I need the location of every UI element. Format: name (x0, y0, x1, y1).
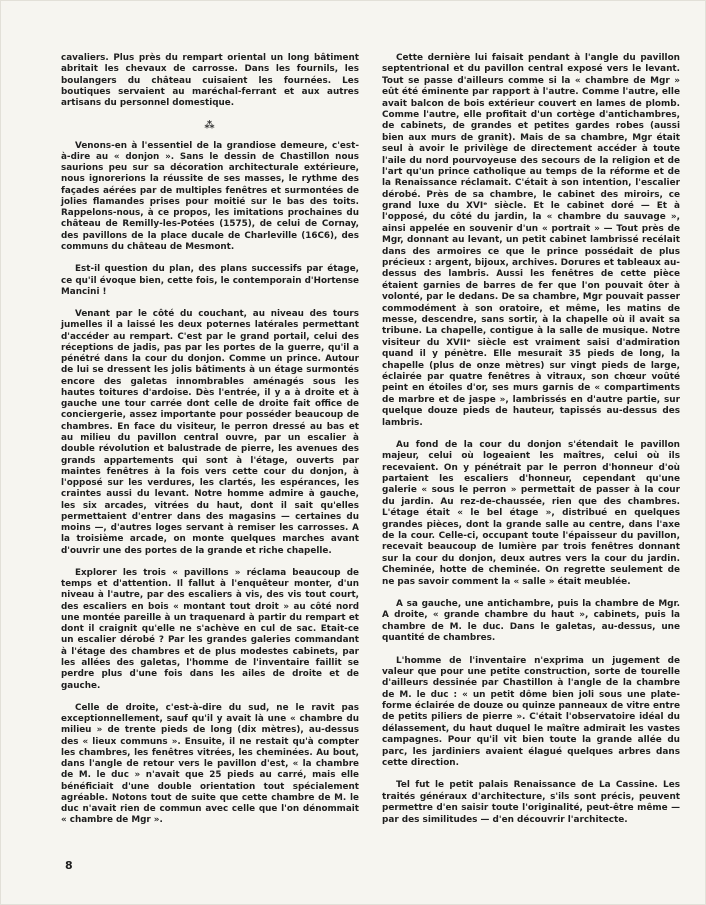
paragraph: Venons-en à l'essentiel de la grandiose demeure, c'est-à-dire au « donjon ». Sans le dessin de Chastillon nous saurions peu sur sa décoration architecturale extérieure, nous ignorerions la réussite de ses masses, le rythme des façades aérées par de multiples fenêtres et surmontées de jolies flamandes prises pour moitié sur le bas des toits. Rappelons-nous, à ce propos, les imitations prochaines du château de Remilly-les-Potées (1575), de celui de Cornay, des pavillons de la place ducale de Charleville (16C6), des communs du château de Mesmont. (61, 140, 359, 252)
paragraph: Venant par le côté du couchant, au niveau des tours jumelles il a laissé les deux poternes latérales permettant d'accéder au rempart. C'est par le grand portail, celui des réceptions de jadis, pas par les portes de la guerre, qu'il a pénétré dans la cour du donjon. Comme un prince. Autour de lui se dressent les jolis bâtiments à un étage surmontés encore des galetas innombrables aménagés sous les hautes toitures d'ardoise. Dès l'entrée, il y a à droite et à gauche une tour carrée dont celle de droite fait office de conciergerie, assez importante pour posséder beaucoup de chambres. En face du visiteur, le perron dressé au bas et au milieu du pavillon central ouvre, par un escalier à double révolution et balustrade de pierre, les avenues des grands appartements qui sont à l'étage, ouverts par maintes fenêtres à la fois vers cette cour du donjon, à l'opposé sur les verdures, les clartés, les espérances, les craintes aussi du levant. Notre homme admire à gauche, les six arcades, vitrées du haut, dont il sait qu'elles permettaient d'entrer dans des magasins — certaines du moins —, d'autres loges servant à remiser les carrosses. A la troisième arcade, on monte quelques marches avant d'ouvrir une des portes de la grande et riche chapelle. (61, 309, 359, 556)
right-column (382, 53, 680, 837)
paragraph: Celle de droite, c'est-à-dire du sud, ne le ravit pas exceptionnellement, sauf qu'il y avait là une « chambre du milieu » de trente pieds de long (dix mètres), au-dessus des « lieux communs ». Ensuite, il ne restait qu'à compter les chambres, les fenêtres vitrées, les cheminées. Au bout, dans l'angle de retour vers le pavillon d'est, « la chambre de M. le duc » n'avait que 25 pieds au carré, mais elle bénéficiait d'une double orientation tout spécialement agréable. Notons tout de suite que cette chambre de M. le duc n'avait rien de commun avec celle que l'on dénommait « chambre de Mgr ». (61, 702, 359, 826)
paragraph: L'homme de l'inventaire n'exprima un jugement de valeur que pour une petite construction, sorte de tourelle d'ailleurs dessinée par Chastillon à l'angle de la chambre de M. le duc : « un petit dôme bien joli sous une plate-forme éclairée de douze ou quinze panneaux de vitre entre de petits piliers de pierre ». C'était l'observatoire idéal du délassement, du haut duquel le maître admirait les vastes campagnes. Pour qu'il vit bien toute la grande allée du parc, les jardiniers avaient élagué quelques arbres dans cette direction. (382, 655, 680, 769)
paragraph: Tel fut le petit palais Renaissance de La Cassine. Les traités généraux d'architecture, s'ils sont précis, peuvent permettre d'en saisir toute l'originalité, peut-être même — par des similitudes — d'en découvrir l'architecte. (382, 780, 680, 825)
paragraph: A sa gauche, une antichambre, puis la chambre de Mgr. A droite, « grande chambre du haut », cabinets, puis la chambre de M. le duc. Dans le galetas, au-dessus, une quantité de chambres. (382, 598, 680, 644)
paragraph: Cette dernière lui faisait pendant à l'angle du pavillon septentrional et du pavillon central exposé vers le levant. Tout se passe d'ailleurs comme si la « chambre de Mgr » eût été éminente par rapport à l'autre. Comme l'autre, elle avait balcon de bois extérieur couvert en lames de plomb. Comme l'autre, elle profitait d'un cortège d'antichambres, de cabinets, de grandes et petites gardes robes (aussi bien aux murs de granit). Mais de sa chambre, Mgr était seul à avoir le privilège de directement accéder à toute l'aile du nord pourvoyeuse des secours de la religion et de l'art qu'un prince catholique au temps de la réforme et de la Renaissance réclamait. C'était à son intention, l'escalier dérobé. Près de sa chambre, le cabinet des miroirs, ce grand luxe du XVIᵉ siècle. Et le cabinet doré — Et à l'opposé, du côté du jardin, la « chambre du sauvage », ainsi appelée en souvenir d'un « portrait » — Tout près de Mgr, donnant au levant, un petit cabinet lambrissé recélait dans des armoires ce que le prince possédait de plus précieux : argent, bijoux, archives. Dorures et tableaux au-dessus des lambris. Aussi les fenêtres de cette pièce étaient garnies de barres de fer que l'on pouvait ôter à volonté, par le dedans. De sa chambre, Mgr pouvait passer commodément à son oratoire, et même, les matins de messe, descendre, sans sortir, à la chapelle où il avait sa tribune. La chapelle, contigue à la salle de musique. Notre visiteur du XVIIᵉ siècle est vraiment saisi d'admiration quand il y pénètre. Elle mesurait 35 pieds de long, la chapelle (plus de onze mètres) sur vingt pieds de large, éclairée par quatre fenêtres à vitraux, son chœur voûté peint en étoiles d'or, ses murs garnis de « compartiments de marbre et de jaspe », lambrissés en d'autre partie, sur quelque douze pieds de hauteur, tapissés au-dessus des lambris. (382, 53, 680, 428)
left-column (61, 53, 359, 838)
page-number: 8 (65, 859, 73, 872)
paragraph: Est-il question du plan, des plans successifs par étage, ce qu'il évoque bien, cette fois, le contemporain d'Hortense Mancini ! (61, 264, 359, 297)
section-ornament: ⁂ (204, 120, 216, 132)
paragraph: Au fond de la cour du donjon s'étendait le pavillon majeur, celui où logeaient les maîtres, celui où ils recevaient. On y pénétrait par le perron d'honneur d'où partaient les escaliers d'honneur, cependant qu'une galerie « sous le perron » permettait de passer à la cour du jardin. Au rez-de-chaussée, rien que des chambres. L'étage était « le bel étage », distribué en quelques grandes pièces, dont la grande salle au centre, dans l'axe de la cour. Celle-ci, occupant toute l'épaisseur du pavillon, recevait beaucoup de lumière par trois fenêtres donnant sur la cour du donjon, deux autres vers la cour du jardin. Cheminée, hotte de cheminée. On regrette seulement de ne pas savoir comment la « salle » était meublée. (382, 439, 680, 587)
paragraph: cavaliers. Plus près du rempart oriental un long bâtiment abritait les chevaux de carrosse. Dans les fournils, les boulangers du château cuisaient les fournées. Les boutiques servaient au maréchal-ferrant et aux autres artisans du personnel domestique. (61, 53, 359, 109)
paragraph: Explorer les trois « pavillons » réclama beaucoup de temps et d'attention. Il fallut à l'enquêteur monter, d'un niveau à l'autre, par des escaliers à vis, des vis tout court, des escaliers en bois « montant tout droit » au côté nord une montée pareille à un traquenard à partir du rempart et dont il craignit qu'elle ne s'achève en cul de sac. Etait-ce un escalier dérobé ? Par les grandes galeries commandant à l'étage des chambres et de plus modestes cabinets, par les allées des galetas, l'homme de l'inventaire faillit se perdre plus d'une fois dans les ailes de droite et de gauche. (61, 567, 359, 691)
